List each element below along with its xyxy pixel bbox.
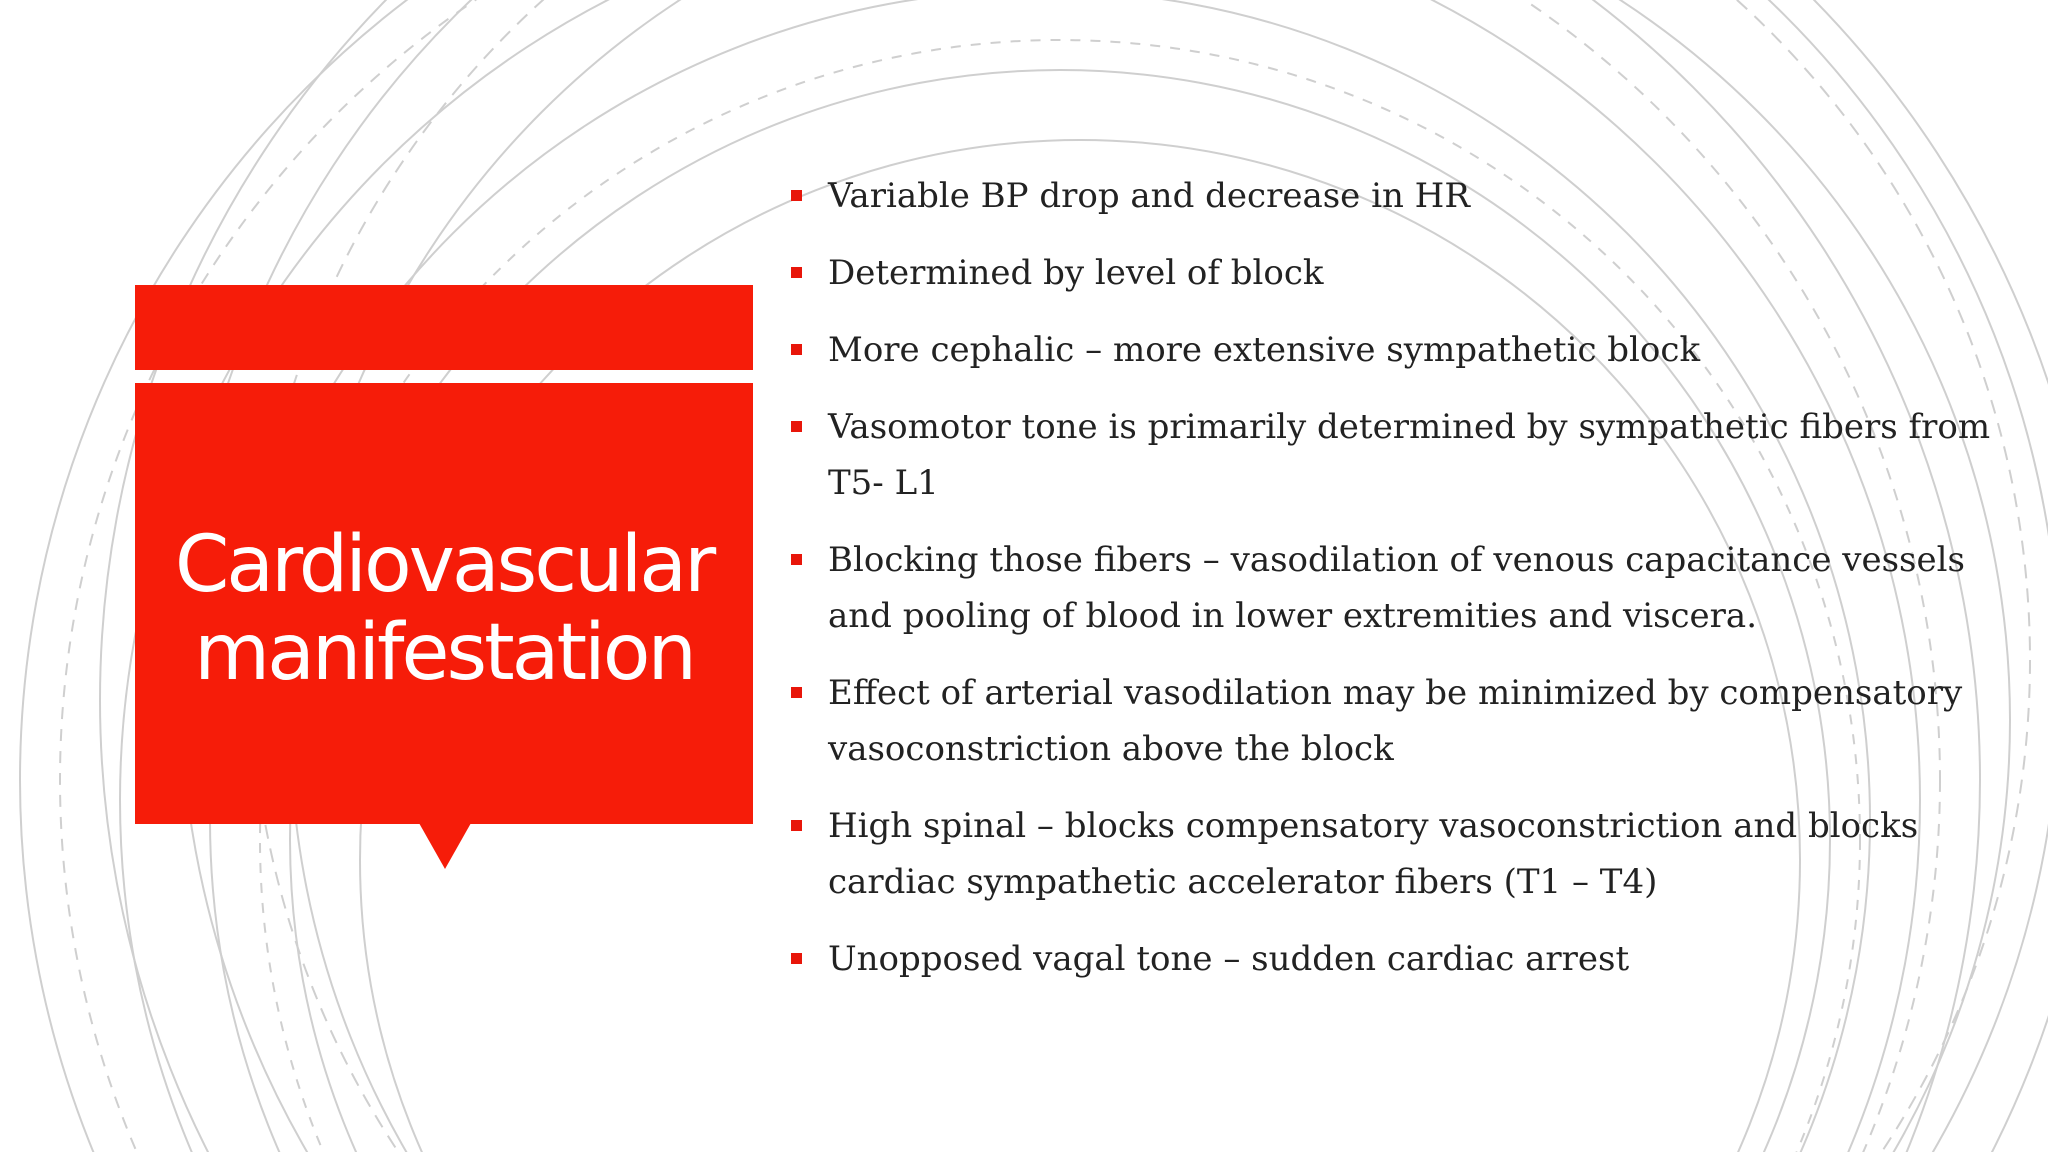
square-bullet-icon [791,687,802,698]
bullet-item [788,168,2023,224]
bullet-item [788,798,2023,910]
bullet-item [788,665,2023,777]
bullet-list [788,168,2023,1008]
title-callout-box [135,383,753,824]
bullet-item [788,322,2023,378]
bullet-item [788,399,2023,511]
square-bullet-icon [791,820,802,831]
bullet-item [788,245,2023,301]
bullet-text: Blocking those fibers – vasodilation of venous capacitance vessels and pooling of blood in lower extremities and viscera. [828,540,1965,636]
title-accent-bar [135,285,753,370]
bullet-text: Effect of arterial vasodilation may be minimized by compensatory vasoconstriction above the block [828,673,1963,769]
bullet-text: Determined by level of block [828,253,1324,293]
bullet-text: Unopposed vagal tone – sudden cardiac arrest [828,939,1630,979]
square-bullet-icon [791,190,802,201]
square-bullet-icon [791,344,802,355]
slide-title: Cardiovascular manifestation [174,519,714,698]
bullet-item [788,532,2023,644]
bullet-text: High spinal – blocks compensatory vasoconstriction and blocks cardiac sympathetic accelerator fibers (T1 – T4) [828,806,1919,902]
bullet-text: Vasomotor tone is primarily determined by sympathetic fibers from T5- L1 [828,407,1991,503]
square-bullet-icon [791,953,802,964]
callout-pointer [419,823,471,869]
bullet-text: More cephalic – more extensive sympathetic block [828,330,1701,370]
square-bullet-icon [791,421,802,432]
square-bullet-icon [791,267,802,278]
bullet-item [788,931,2023,987]
bullet-text: Variable BP drop and decrease in HR [828,176,1470,216]
square-bullet-icon [791,554,802,565]
